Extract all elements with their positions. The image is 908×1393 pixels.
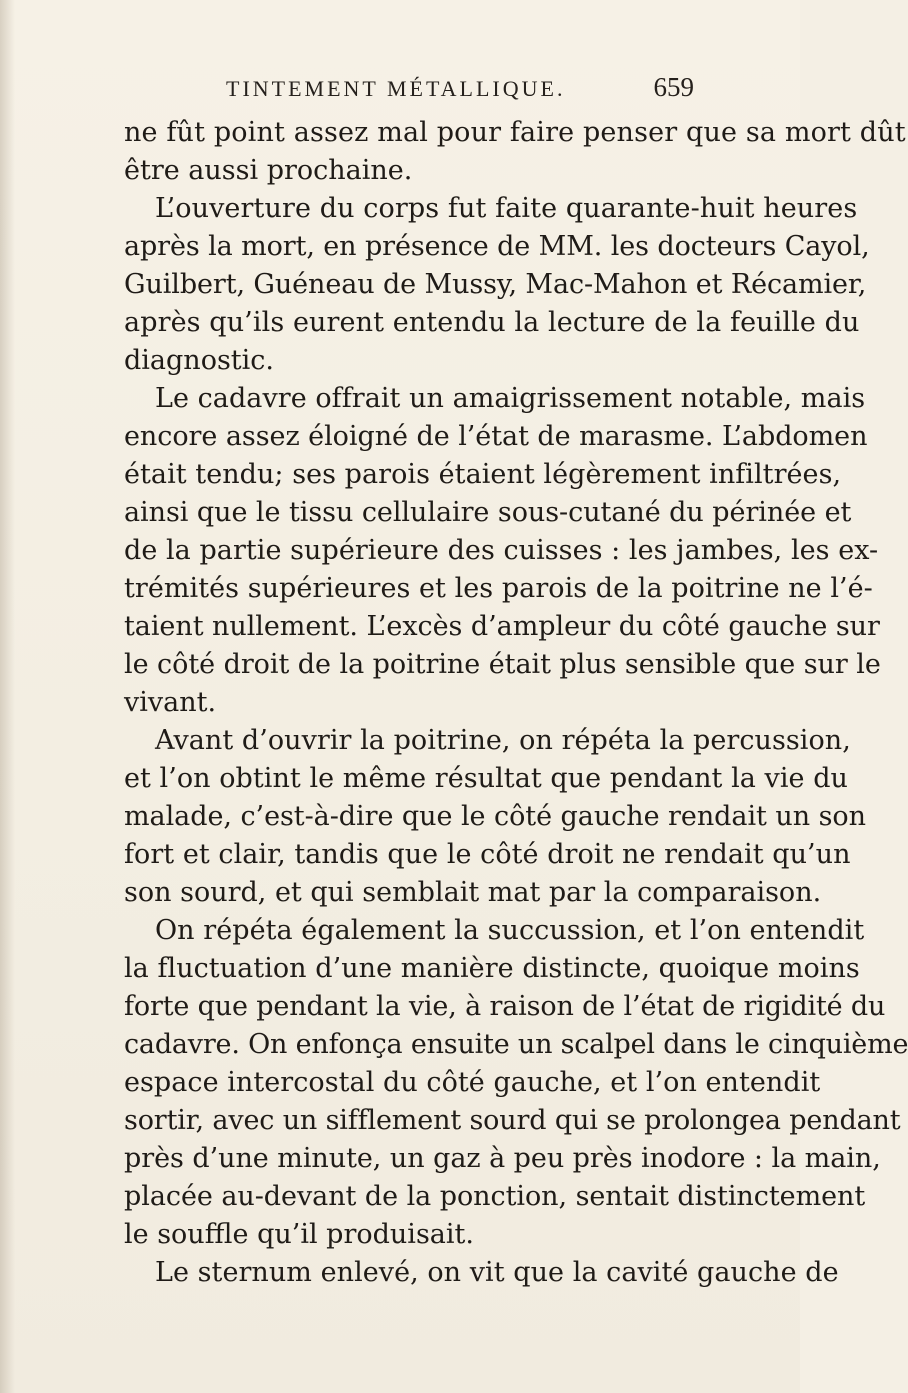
- text-line-5: Guilbert, Guéneau de Mussy, Mac-Mahon et Récamier,: [124, 269, 867, 300]
- text-line-24: forte que pendant la vie, à raison de l’état de rigidité du: [124, 991, 886, 1022]
- text-line-27: sortir, avec un sifflement sourd qui se prolongea pendant: [124, 1105, 901, 1136]
- text-line-8: Le cadavre offrait un amaigrissement notable, mais: [155, 383, 866, 414]
- text-line-18: et l’on obtint le même résultat que pendant la vie du: [124, 763, 848, 794]
- running-title: TINTEMENT MÉTALLIQUE.: [226, 76, 566, 101]
- text-line-11: ainsi que le tissu cellulaire sous-cutané du périnée et: [124, 497, 852, 528]
- text-line-3: L’ouverture du corps fut faite quarante-huit heures: [155, 193, 858, 224]
- text-line-30: le souffle qu’il produisait.: [124, 1219, 474, 1250]
- page-number: 659: [653, 72, 694, 102]
- page-header: [226, 74, 694, 106]
- text-line-12: de la partie supérieure des cuisses : les jambes, les ex-: [124, 535, 879, 566]
- text-line-2: être aussi prochaine.: [124, 155, 413, 186]
- text-line-14: taient nullement. L’excès d’ampleur du côté gauche sur: [124, 611, 880, 642]
- text-line-29: placée au-devant de la ponction, sentait distinctement: [124, 1181, 866, 1212]
- text-line-10: était tendu; ses parois étaient légèrement infiltrées,: [124, 459, 842, 490]
- body-text: [124, 114, 908, 1292]
- page-edge-shadow: [0, 0, 15, 1393]
- text-line-21: son sourd, et qui semblait mat par la comparaison.: [124, 877, 822, 908]
- text-line-15: le côté droit de la poitrine était plus sensible que sur le: [124, 649, 881, 680]
- text-line-7: diagnostic.: [124, 345, 274, 376]
- text-line-16: vivant.: [124, 687, 217, 718]
- text-line-4: après la mort, en présence de MM. les docteurs Cayol,: [124, 231, 870, 262]
- text-line-1: ne fût point assez mal pour faire penser que sa mort dût: [124, 117, 906, 148]
- text-line-22: On répéta également la succussion, et l’on entendit: [155, 915, 865, 946]
- text-line-28: près d’une minute, un gaz à peu près inodore : la main,: [124, 1143, 881, 1174]
- text-line-19: malade, c’est-à-dire que le côté gauche rendait un son: [124, 801, 866, 832]
- text-line-17: Avant d’ouvrir la poitrine, on répéta la percussion,: [155, 725, 851, 756]
- text-line-20: fort et clair, tandis que le côté droit ne rendait qu’un: [124, 839, 851, 870]
- text-line-9: encore assez éloigné de l’état de marasme. L’abdomen: [124, 421, 868, 452]
- text-line-13: trémités supérieures et les parois de la poitrine ne l’é-: [124, 573, 873, 604]
- text-line-31: Le sternum enlevé, on vit que la cavité gauche de: [155, 1257, 839, 1288]
- text-line-6: après qu’ils eurent entendu la lecture de la feuille du: [124, 307, 860, 338]
- text-line-23: la fluctuation d’une manière distincte, quoique moins: [124, 953, 860, 984]
- text-line-25: cadavre. On enfonça ensuite un scalpel dans le cinquième: [124, 1029, 908, 1060]
- text-line-26: espace intercostal du côté gauche, et l’on entendit: [124, 1067, 821, 1098]
